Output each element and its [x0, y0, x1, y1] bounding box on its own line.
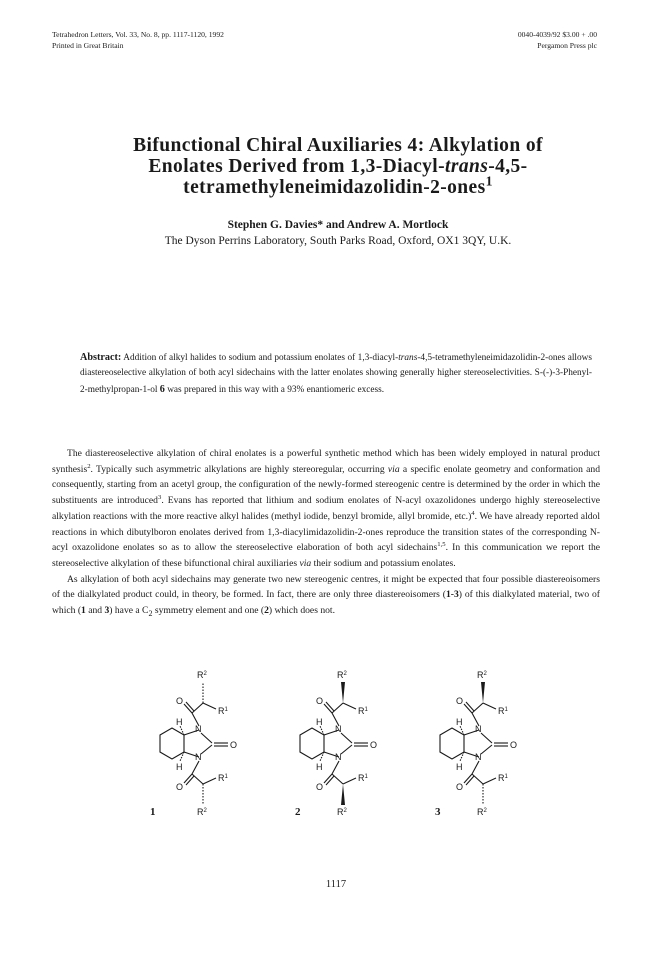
h-bottom-3: H	[456, 762, 463, 772]
r1-label-bottom-1: $R^1$	[218, 773, 228, 783]
paragraph-1: The diastereoselective alkylation of chiral enolates is a powerful synthetic method which has been widely employed in natural product synthesis$^2$. Typically such asymmetric alkylations are highly stereoregular, occurring via a specific enolate geometry and conformation and consequently, starting from an acetyl group, the configuration of the newly-formed stereogenic centre is determined by the order in which the substituents are introduced$^3$. Evans has reported that lithium and sodium enolates of N-acyl oxazolidones undergo highly stereoselective alkylation reactions with the more reactive alkyl halides (methyl iodide, benzyl bromide, allyl bromide, etc.)$^4$. We have already reported aldol reactions in which dibutylboron enolates derived from 1,3-diacylimidazolidin-2-ones reproduce the transition states of the corresponding N-acyl oxazolidone enolates so as to allow the stereoselective elaboration of both acyl sidechains$^{1,5}$. In this communication we report the stereoselective alkylation of these bifunctional chiral auxiliaries via their sodium and potassium enolates.	[52, 448, 601, 569]
nitrogen-top-2: N	[335, 724, 342, 734]
r1-label-top-1: $R^1$	[218, 706, 228, 716]
page-number: 1117	[325, 879, 347, 890]
oxygen-bottom-2: O	[316, 782, 324, 792]
h-top-2: H	[316, 717, 323, 727]
r1-label-top-2: $R^1$	[358, 706, 368, 716]
r1-label-top-3: $R^1$	[498, 706, 508, 716]
oxygen-top-1: O	[176, 696, 184, 706]
chemical-structures	[140, 660, 560, 835]
publisher-info	[518, 29, 597, 51]
h-top-1: H	[176, 717, 183, 727]
abstract-label: Abstract:	[80, 352, 122, 363]
nitrogen-top-1: N	[195, 724, 202, 734]
h-bottom-2: H	[316, 762, 323, 772]
oxygen-ring-1: O	[230, 740, 238, 750]
h-bottom-1: H	[176, 762, 183, 772]
printed-line: Printed in Great Britain	[52, 41, 124, 50]
paragraph-2: As alkylation of both acyl sidechains may generate two new stereogenic centres, it might be expected that four possible diastereoisomers of the dialkylated product could, in theory, be formed. In fact, there are only three diastereoisomers (1-3) of this dialkylated material, two of which (1 and 3) have a $C_2$ symmetry element and one (2) which does not.	[52, 573, 600, 618]
compound-number-2: 2	[295, 806, 301, 818]
journal-line: Tetrahedron Letters, Vol. 33, No. 8, pp. 1117-1120, 1992	[52, 30, 224, 39]
body-text	[52, 446, 600, 622]
paper-title	[78, 135, 598, 198]
r1-label-bottom-2: $R^1$	[358, 773, 368, 783]
compound-number-3: 3	[435, 806, 441, 818]
r2-label-top-2: $R^2$	[337, 670, 347, 680]
publisher-name: Pergamon Press plc	[537, 41, 597, 50]
nitrogen-bottom-3: N	[475, 752, 482, 762]
title-line-1: Bifunctional Chiral Auxiliaries 4: Alkylation of	[133, 135, 543, 156]
r2-label-bottom-1: $R^2$	[197, 807, 207, 817]
affiliation: The Dyson Perrins Laboratory, South Parks Road, Oxford, OX1 3QY, U.K.	[164, 235, 512, 247]
r2-label-top-1: $R^2$	[197, 670, 207, 680]
r1-label-bottom-3: $R^1$	[498, 773, 508, 783]
oxygen-bottom-3: O	[456, 782, 464, 792]
r2-label-bottom-2: $R^2$	[337, 807, 347, 817]
title-line-3: tetramethyleneimidazolidin-2-ones$^1$	[183, 173, 493, 198]
r2-label-bottom-3: $R^2$	[477, 807, 487, 817]
structures-figure	[140, 660, 560, 835]
oxygen-ring-3: O	[510, 740, 518, 750]
r2-label-top-3: $R^2$	[477, 670, 487, 680]
title-line-2: Enolates Derived from 1,3-Diacyl-trans-4,5-	[148, 156, 528, 177]
price-code: 0040-4039/92 $3.00 + .00	[517, 30, 597, 39]
nitrogen-bottom-1: N	[195, 752, 202, 762]
nitrogen-top-3: N	[475, 724, 482, 734]
oxygen-top-3: O	[456, 696, 464, 706]
h-top-3: H	[456, 717, 463, 727]
compound-number-1: 1	[150, 806, 156, 818]
journal-citation	[52, 29, 224, 51]
abstract: Abstract: Addition of alkyl halides to sodium and potassium enolates of 1,3-diacyl-trans-4,5-tetramethyleneimidazolidin-2-ones allows diastereoselective alkylation of both acyl sidechains with the latter enolates showing generally higher stereoselectivities. S-(-)-3-Phenyl-2-methylpropan-1-ol 6 was prepared in this way with a 93% enantiomeric excess.	[80, 352, 592, 395]
oxygen-ring-2: O	[370, 740, 378, 750]
oxygen-top-2: O	[316, 696, 324, 706]
oxygen-bottom-1: O	[176, 782, 184, 792]
author-list: Stephen G. Davies* and Andrew A. Mortlock	[227, 219, 449, 231]
nitrogen-bottom-2: N	[335, 752, 342, 762]
